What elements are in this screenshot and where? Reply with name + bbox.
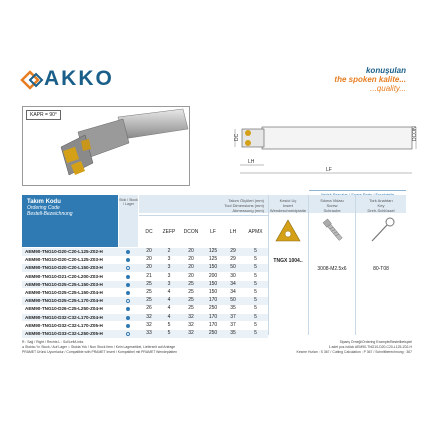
key-header — [356, 195, 406, 213]
table-row — [22, 305, 268, 313]
screw-icon — [316, 214, 350, 247]
kapr-label: KAPR = 90° — [26, 110, 61, 120]
table-subtitle-2: Bestell-Bezeichnung — [27, 211, 73, 217]
cell-zefp: 5 — [167, 330, 171, 336]
insert-header — [268, 195, 308, 213]
table-row — [22, 281, 268, 289]
screw-header-line-2: Screw — [326, 203, 338, 208]
col-dcon: DCON — [179, 215, 203, 247]
cell-lf: 150 — [208, 289, 218, 295]
footer-note-1: R : Sağ / Right / Rechts L : Sol/Left/Links — [22, 340, 84, 344]
ordering-code: AEM90-TNG10-D20-C20-L125-Z03-H — [25, 257, 103, 263]
cell-lf: 200 — [208, 272, 218, 279]
stock-indicator-icon — [126, 283, 130, 287]
slogan-line-1: konuşulan — [365, 66, 406, 75]
ordering-code: AEM90-TNG10-D20-C20-L125-Z02-H — [25, 249, 103, 254]
col-zefp: ZEFP — [159, 215, 179, 247]
cell-dcon: 32 — [188, 321, 194, 328]
cell-lf: 170 — [208, 313, 218, 320]
cell-dcon: 25 — [188, 305, 194, 312]
cell-zefp: 4 — [167, 297, 171, 304]
cell-apmx: 5 — [254, 256, 257, 263]
cell-dcon: 20 — [188, 248, 194, 254]
cell-apmx: 5 — [254, 264, 257, 271]
ordering-code: AEM90-TNG10-D25-C25-L170-Z04-H — [25, 298, 103, 304]
insert-header-line-2: Insert — [282, 203, 293, 208]
insert-value: TNGX 1004.. — [273, 258, 303, 264]
cell-lh: 34 — [230, 289, 236, 295]
table-row — [22, 297, 268, 305]
cell-dcon: 20 — [188, 264, 194, 271]
brand-slogan — [334, 66, 406, 93]
cell-apmx: 5 — [254, 330, 257, 336]
torx-key-icon — [364, 214, 400, 247]
table-title-block — [22, 195, 118, 247]
table-row — [22, 264, 268, 272]
cell-lf: 125 — [208, 256, 218, 263]
cell-lh: 37 — [230, 321, 236, 328]
col-apmx: APMX — [243, 215, 268, 247]
cutting-calc-ref: Kesme Hızları : S 367 / Cutting Calculation : P 367 / Schnittberechnung : 367 — [296, 350, 412, 354]
stock-indicator-icon — [126, 258, 130, 262]
key-value: 80-T08 — [373, 266, 389, 272]
cell-apmx: 5 — [254, 248, 257, 254]
cell-zefp: 4 — [167, 313, 171, 320]
tool-photo — [22, 106, 190, 186]
stock-indicator-icon — [126, 250, 130, 254]
footer-note-2: ● Stokta / In Stock / Auf Lager ○ Stokta Yok / Non Stock Item / Kein Lagerartikel, Lieferzeit auf Anfrage — [22, 345, 176, 349]
insert-header-line-1: Kesici Uç — [279, 198, 297, 203]
cell-lf: 250 — [208, 305, 218, 312]
cell-lh: 35 — [230, 305, 236, 312]
col-lf: LF — [203, 215, 223, 247]
table-row — [22, 289, 268, 297]
stock-indicator-icon — [126, 275, 130, 279]
dim-lh: LH — [248, 159, 255, 165]
cell-lh: 34 — [230, 280, 236, 287]
stock-header: Stok / Stock / Lager — [118, 195, 138, 247]
insert-header-line-3: Wendeschneidplatte — [269, 208, 307, 213]
cell-apmx: 5 — [254, 272, 257, 279]
ordering-code: AEM90-TNG10-D20-C20-L150-Z03-H — [25, 265, 103, 271]
key-header-line-1: Tork Anahtarı — [369, 198, 393, 203]
cell-dcon: 20 — [188, 272, 194, 279]
cell-zefp: 5 — [167, 321, 171, 328]
cell-dcon: 32 — [188, 330, 194, 336]
cell-dc: 33 — [146, 330, 152, 336]
ordering-example-code: 1 adet pcs./stück AEM90-TNG10-D20-C20-L125-Z02-H — [328, 345, 412, 349]
cell-dcon: 32 — [188, 313, 194, 320]
cell-dc: 32 — [146, 321, 152, 328]
screw-header-line-1: Sıkma Vidası — [320, 198, 344, 203]
cell-lh: 30 — [230, 272, 236, 279]
screw-header-line-3: Schraube — [323, 208, 341, 213]
ordering-code: AEM90-TNG10-D25-C25-L150-Z03-H — [25, 281, 103, 287]
cell-apmx: 5 — [254, 297, 257, 304]
stock-indicator-icon — [126, 307, 130, 311]
divider — [268, 195, 269, 335]
cell-lh: 35 — [230, 330, 236, 336]
table-row — [22, 314, 268, 322]
cell-apmx: 5 — [254, 313, 257, 320]
cell-dc: 25 — [146, 289, 152, 295]
cell-zefp: 2 — [167, 248, 171, 254]
cell-dcon: 25 — [188, 289, 194, 295]
cell-lf: 250 — [208, 330, 218, 336]
dimensions-header — [139, 195, 268, 213]
table-row — [22, 248, 268, 256]
table-row — [22, 322, 268, 330]
cell-lf: 170 — [208, 321, 218, 328]
cell-zefp: 4 — [167, 289, 171, 295]
cell-lf: 150 — [208, 280, 218, 287]
cell-zefp: 3 — [167, 272, 171, 279]
key-header-line-3: Dreh-Schlüssel — [367, 208, 395, 213]
cell-zefp: 3 — [167, 264, 171, 271]
divider — [308, 195, 309, 335]
cell-apmx: 5 — [254, 305, 257, 312]
cell-dc: 20 — [146, 264, 152, 271]
screw-value: 3008-M2.5x6 — [317, 266, 347, 272]
cell-dc: 25 — [146, 297, 152, 304]
cell-dc: 26 — [146, 305, 152, 312]
slogan-line-3: ...quality... — [370, 84, 406, 93]
stock-indicator-icon — [126, 266, 130, 270]
cell-dc: 25 — [146, 280, 152, 287]
stock-indicator-icon — [126, 332, 130, 336]
ordering-code: AEM90-TNG10-D26-C25-L250-Z04-H — [25, 306, 103, 312]
ordering-code: AEM90-TNG10-D33-C32-L250-Z05-H — [25, 331, 103, 336]
stock-indicator-icon — [126, 299, 130, 303]
stock-indicator-icon — [126, 316, 130, 320]
ordering-example-title: Sipariş Örneği/Ordering Example/Bestellbeispiel — [339, 340, 412, 344]
cell-lh: 37 — [230, 313, 236, 320]
table-row — [22, 330, 268, 338]
cell-lf: 170 — [208, 297, 218, 304]
cell-lh: 50 — [230, 264, 236, 271]
cell-dc: 20 — [146, 248, 152, 254]
col-dc: DC — [139, 215, 159, 247]
table-subtitle-1: Ordering Code — [27, 205, 60, 211]
divider — [355, 195, 356, 335]
cell-dc: 32 — [146, 313, 152, 320]
cell-dc: 21 — [146, 272, 152, 279]
technical-drawing — [232, 107, 420, 183]
table-title: Takım Kodu — [27, 199, 61, 205]
table-row — [22, 273, 268, 281]
dim-dc: DC — [234, 133, 240, 141]
screw-header — [309, 195, 355, 213]
ordering-code: AEM90-TNG10-D32-C32-L170-Z05-H — [25, 322, 103, 328]
dim-dcon: DCON — [412, 126, 418, 141]
cell-dcon: 25 — [188, 280, 194, 287]
key-header-line-2: Key — [377, 203, 385, 208]
cell-lf: 150 — [208, 264, 218, 271]
cell-zefp: 3 — [167, 256, 171, 263]
ordering-code: AEM90-TNG10-D21-C20-L200-Z03-H — [25, 273, 103, 279]
stock-indicator-icon — [126, 291, 130, 295]
dims-header-line-1: Takım Ölçüleri (mm) — [228, 198, 264, 203]
cell-apmx: 5 — [254, 280, 257, 287]
cell-dc: 20 — [146, 256, 152, 263]
table-row — [22, 256, 268, 264]
cell-zefp: 4 — [167, 305, 171, 312]
stock-indicator-icon — [126, 324, 130, 328]
cell-dcon: 25 — [188, 297, 194, 304]
brand-name: AKKO — [44, 67, 114, 90]
cell-apmx: 5 — [254, 289, 257, 295]
slogan-line-2: the spoken kalite... — [334, 75, 406, 84]
cell-dcon: 20 — [188, 256, 194, 263]
ordering-example — [297, 340, 412, 355]
cell-lh: 29 — [230, 248, 236, 254]
footer-note-3: PRAMET Ürünü Uyumludur / Compatible with PRAMET Insert / Kompatibel mit PRAMET Wendeplatten — [22, 350, 178, 354]
dims-header-line-3: Abmessung (mm) — [232, 208, 264, 213]
ordering-code: AEM90-TNG10-D32-C32-L170-Z04-H — [25, 314, 103, 320]
footer-notes — [22, 340, 177, 355]
insert-icon — [270, 214, 306, 247]
ordering-code: AEM90-TNG10-D25-C25-L150-Z04-H — [25, 290, 103, 295]
cell-zefp: 3 — [167, 280, 171, 287]
cell-lf: 125 — [208, 248, 218, 254]
cell-lh: 50 — [230, 297, 236, 304]
dims-header-line-2: Tool Dimensions (mm) — [224, 203, 264, 208]
dim-lf: LF — [326, 167, 332, 173]
col-lh: LH — [223, 215, 243, 247]
cell-lh: 29 — [230, 256, 236, 263]
cell-apmx: 5 — [254, 321, 257, 328]
